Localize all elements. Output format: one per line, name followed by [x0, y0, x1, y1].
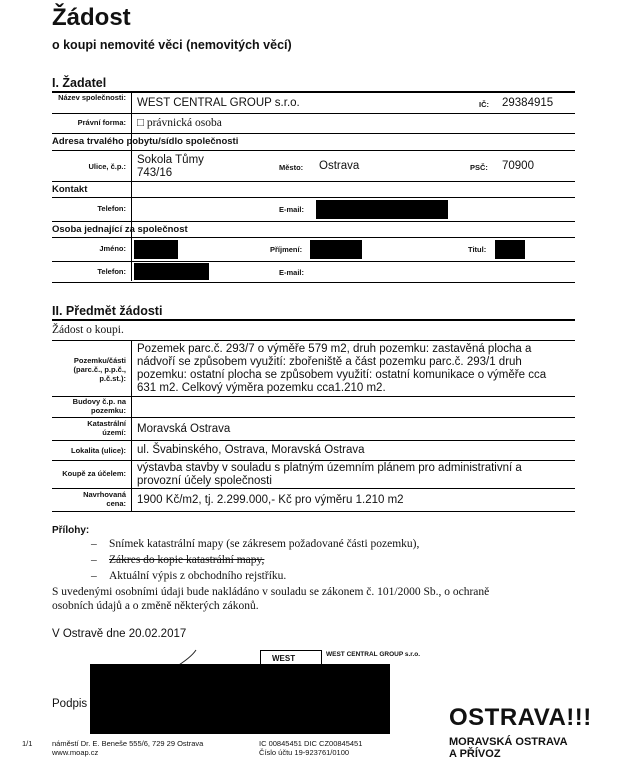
psc-value: 70900	[502, 160, 534, 172]
page-number: 1/1	[22, 739, 33, 748]
attachment-item-3: Aktuální výpis z obchodního rejstříku.	[109, 570, 287, 582]
street-value-line1: Sokola Tůmy	[137, 154, 204, 166]
document-subtitle: o koupi nemovité věci (nemovitých věcí)	[52, 38, 292, 52]
footer-address: náměstí Dr. E. Beneše 555/6, 729 29 Ostrava	[52, 739, 204, 748]
price-label-1: Navrhovaná	[83, 490, 126, 499]
divider	[52, 511, 575, 512]
attachment-dash: –	[91, 554, 97, 566]
plot-value-4: 631 m2. Celkový výměra pozemku cca1.210 m2.	[137, 382, 386, 394]
column-divider	[131, 91, 132, 281]
legal-form-label: Právní forma:	[77, 118, 126, 127]
privacy-note-2: osobních údajů a o změně některých zákonů.	[52, 600, 259, 612]
psc-label: PSČ:	[470, 163, 488, 172]
stamp-text: WEST	[272, 654, 296, 663]
legal-form-value: □ právnická osoba	[137, 117, 222, 129]
plot-value-1: Pozemek parc.č. 293/7 o výměře 579 m2, druh pozemku: zastavěná plocha a	[137, 343, 532, 355]
attachment-item-2: Zákres do kopie katastrální mapy,	[109, 554, 265, 566]
building-label-2: pozemku:	[90, 406, 126, 415]
place-date: V Ostravě dne 20.02.2017	[52, 628, 187, 640]
request-text: Žádost o koupi.	[52, 324, 124, 336]
footer-account: Číslo účtu 19-923761/0100	[259, 748, 350, 757]
column-divider	[131, 340, 132, 511]
redacted-name	[134, 240, 178, 259]
person-heading: Osoba jednající za společnost	[52, 224, 188, 235]
cadastre-value: Moravská Ostrava	[137, 423, 231, 435]
redacted-signature	[90, 664, 390, 734]
attachment-dash: –	[91, 538, 97, 550]
company-name-value: WEST CENTRAL GROUP s.r.o.	[137, 97, 300, 109]
company-name-label: Název společnosti:	[58, 93, 126, 102]
locality-value: ul. Švabinského, Ostrava, Moravská Ostrava	[137, 444, 365, 456]
phone2-label: Telefon:	[97, 267, 126, 276]
phone-label: Telefon:	[97, 204, 126, 213]
logo-sub-1: MORAVSKÁ OSTRAVA	[449, 736, 568, 748]
surname-label: Příjmení:	[270, 245, 303, 254]
purpose-value-2: provozní účely společnosti	[137, 475, 272, 487]
contact-heading: Kontakt	[52, 184, 88, 195]
street-label: Ulice, č.p.:	[88, 162, 126, 171]
redacted-email	[316, 200, 448, 219]
price-value: 1900 Kč/m2, tj. 2.299.000,- Kč pro výměru 1.210 m2	[137, 494, 404, 506]
email-label: E-mail:	[279, 205, 305, 214]
redacted-titul	[495, 240, 525, 259]
city-label: Město:	[279, 163, 304, 172]
street-value-line2: 743/16	[137, 167, 173, 179]
redacted-surname	[310, 240, 362, 259]
cadastre-label-2: území:	[102, 428, 126, 437]
plot-value-2: nádvoří se způsobem využití: zbořeniště a část pozemku parc.č. 293/1 druh	[137, 356, 522, 368]
attachment-item-1: Snímek katastrální mapy (se zákresem požadované části pozemku),	[109, 538, 420, 550]
purpose-label: Koupě za účelem:	[62, 469, 126, 478]
divider	[52, 319, 575, 321]
plot-label-1: Pozemku/části	[73, 356, 126, 365]
locality-label: Lokalita (ulice):	[70, 446, 126, 455]
purpose-value-1: výstavba stavby v souladu s platným územním plánem pro administrativní a	[137, 462, 522, 474]
plot-label-3: p.č.st.):	[99, 374, 126, 383]
plot-value-3: pozemku: ostatní plocha se způsobem využití: ostatní komunikace o výměře cca	[137, 369, 547, 381]
ico-value: 29384915	[502, 97, 554, 109]
name-label: Jméno:	[99, 244, 126, 253]
address-heading: Adresa trvalého pobytu/sídlo společnosti	[52, 136, 239, 147]
email2-label: E-mail:	[279, 268, 305, 277]
city-value: Ostrava	[319, 160, 360, 172]
privacy-note-1: S uvedenými osobními údaji bude nakládáno v souladu se zákonem č. 101/2000 Sb., o ochraně	[52, 586, 490, 598]
divider	[52, 282, 575, 283]
price-label-2: cena:	[106, 499, 126, 508]
ico-label: IČ:	[479, 100, 489, 109]
building-label-1: Budovy č.p. na	[72, 397, 126, 406]
attachments-heading: Přílohy:	[52, 525, 90, 536]
podpis-label: Podpis	[52, 698, 88, 710]
document-title: Žádost	[52, 4, 131, 31]
stamp-company: WEST CENTRAL GROUP s.r.o.	[326, 651, 421, 658]
footer-web: www.moap.cz	[52, 748, 99, 757]
titul-label: Titul:	[468, 245, 487, 254]
ostrava-logo: OSTRAVA!!!	[449, 704, 592, 731]
section-applicant-heading: I. Žadatel	[52, 76, 107, 90]
logo-sub-2: A PŘÍVOZ	[449, 748, 501, 760]
cadastre-label-1: Katastrální	[87, 419, 126, 428]
redacted-phone	[134, 263, 209, 280]
footer-ic-dic: IC 00845451 DIC CZ00845451	[259, 739, 363, 748]
plot-label-2: (parc.č., p.p.č.,	[73, 365, 126, 374]
attachment-dash: –	[91, 570, 97, 582]
section-subject-heading: II. Předmět žádosti	[52, 304, 163, 318]
